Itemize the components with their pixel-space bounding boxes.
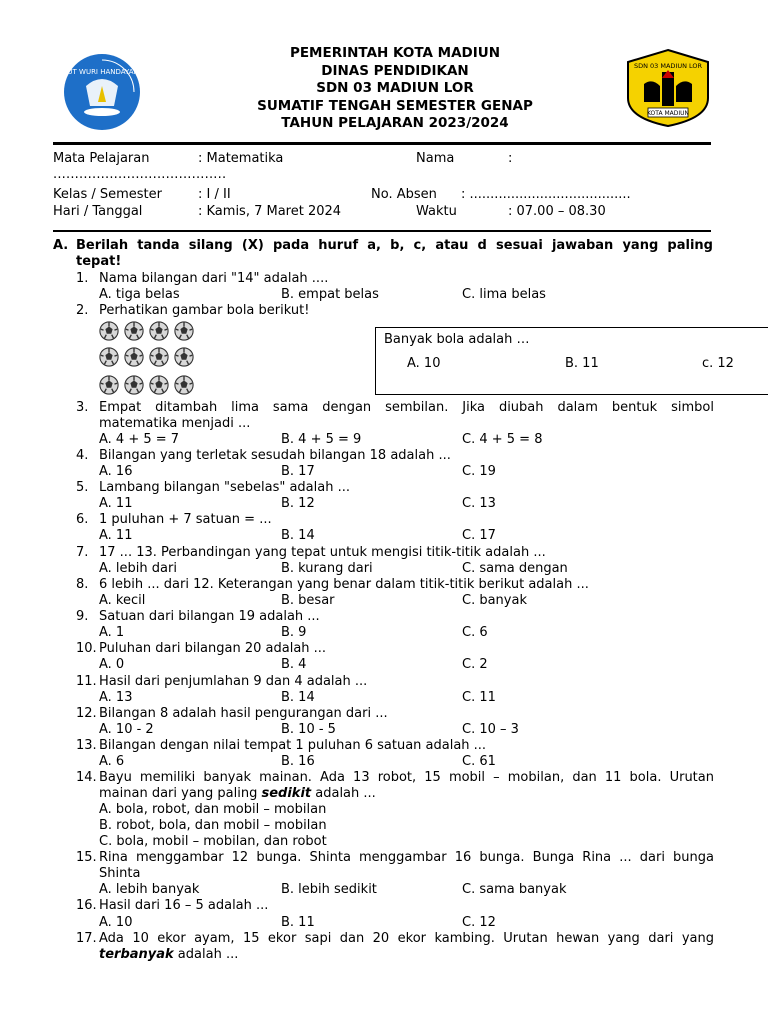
section-instruction: Berilah tanda silang (X) pada huruf a, b, c, atau d sesuai jawaban yang paling [76,238,713,253]
option-a[interactable]: A. lebih banyak [99,882,200,897]
question-number: 5. [76,480,89,495]
question-number: 1. [76,271,89,286]
soccer-ball-icon [149,321,169,341]
option-c[interactable]: C. 13 [462,496,496,511]
header-line-1: PEMERINTAH KOTA MADIUN [289,45,501,61]
question-text: Perhatikan gambar bola berikut! [99,303,310,318]
soccer-ball-icon [124,375,144,395]
school-logo [622,48,714,128]
soccer-ball-icon [174,375,194,395]
option-c[interactable]: C. 19 [462,464,496,479]
question-number: 11. [76,674,97,689]
soccer-ball-icon [149,375,169,395]
question-number: 4. [76,448,89,463]
soccer-ball-icon [124,321,144,341]
emphasis-word: sedikit [261,786,312,801]
question-text-cont: matematika menjadi ... [99,416,251,431]
question-text-cont [99,947,238,963]
option-b[interactable]: B. 17 [281,464,315,479]
hari-label: Hari / Tanggal [53,204,143,219]
option-b[interactable]: B. 4 [281,657,307,672]
option-c[interactable]: C. lima belas [462,287,546,302]
soccer-ball-icon [99,347,119,367]
question-number: 17. [76,931,97,946]
option-b[interactable]: B. empat belas [281,287,379,302]
ball-question: Banyak bola adalah … [384,332,530,347]
header-line-4: SUMATIF TENGAH SEMESTER GENAP [257,97,533,114]
text-part: adalah ... [173,947,239,962]
option-c[interactable]: C. 6 [462,625,488,640]
text-part: mainan dari yang paling [99,786,262,801]
option-a[interactable]: A. 4 + 5 = 7 [99,432,180,447]
option-c[interactable]: C. 2 [462,657,488,672]
option-b[interactable]: B. lebih sedikit [281,882,377,897]
section-letter: A. [53,238,69,253]
nama-label: Nama [416,151,455,166]
question-text: Ada 10 ekor ayam, 15 ekor sapi dan 20 ekor kambing. Urutan hewan yang dari yang [99,931,714,946]
option-b[interactable]: B. 11 [565,356,599,371]
option-b[interactable]: B. 14 [281,528,315,543]
option-c[interactable]: C. sama dengan [462,561,568,576]
option-a[interactable]: A. 11 [99,528,133,543]
question-text: Bilangan dengan nilai tempat 1 puluhan 6 satuan adalah ... [99,738,487,753]
question-text: Bayu memiliki banyak mainan. Ada 13 robot, 15 mobil – mobilan, dan 11 bola. Urutan [99,770,714,785]
question-text: 6 lebih ... dari 12. Keterangan yang benar dalam titik-titik berikut adalah ... [99,577,589,592]
option-b[interactable]: B. 11 [281,915,315,930]
soccer-ball-icon [149,347,169,367]
question-number: 14. [76,770,97,785]
question-text: Empat ditambah lima sama dengan sembilan. Jika diubah dalam bentuk simbol [99,400,714,415]
question-number: 3. [76,400,89,415]
option-a[interactable]: A. lebih dari [99,561,177,576]
question-text: Satuan dari bilangan 19 adalah ... [99,609,320,624]
option-b[interactable]: B. 10 - 5 [281,722,336,737]
soccer-ball-icon [99,321,119,341]
question-number: 2. [76,303,89,318]
option-a[interactable]: A. 6 [99,754,125,769]
question-text: Hasil dari penjumlahan 9 dan 4 adalah ... [99,674,368,689]
question-number: 9. [76,609,89,624]
soccer-ball-icon [99,375,119,395]
question-text: Puluhan dari bilangan 20 adalah ... [99,641,327,656]
option-c[interactable]: C. 10 – 3 [462,722,519,737]
kelas-value: : I / II [198,187,231,202]
option-a[interactable]: A. 0 [99,657,125,672]
option-c[interactable]: c. 12 [702,356,734,371]
question-text: Bilangan yang terletak sesudah bilangan 18 adalah ... [99,448,451,463]
info-rule [53,230,711,232]
option-c[interactable]: C. 12 [462,915,496,930]
option-c[interactable]: C. sama banyak [462,882,567,897]
option-a[interactable]: A. 1 [99,625,125,640]
header-rule [53,142,711,145]
option-b[interactable]: B. 12 [281,496,315,511]
option-b[interactable]: B. kurang dari [281,561,373,576]
question-number: 15. [76,850,97,865]
section-instruction-2: tepat! [76,254,122,269]
soccer-ball-icon [174,321,194,341]
header-line-5: TAHUN PELAJARAN 2023/2024 [281,115,509,131]
option-a[interactable]: A. 10 - 2 [99,722,154,737]
question-text: Lambang bilangan "sebelas" adalah ... [99,480,350,495]
option-a[interactable]: A. tiga belas [99,287,180,302]
question-number: 16. [76,898,97,913]
logo-text: TUT WURI HANDAYANI [63,68,141,76]
question-text-cont: Shinta [99,866,141,881]
option-b[interactable]: B. 9 [281,625,307,640]
mapel-value: : Matematika [198,151,284,166]
option-c[interactable]: C. 11 [462,690,496,705]
question-text: Nama bilangan dari "14" adalah .... [99,271,329,286]
nama-dots[interactable]: ........................................ [53,167,227,182]
text-part: adalah ... [311,786,376,801]
question-text: 1 puluhan + 7 satuan = ... [99,512,272,527]
option-b[interactable]: B. robot, bola, dan mobil – mobilan [99,818,327,833]
logo-bottom-text: KOTA MADIUN [646,110,690,117]
logo-top-text: SDN 03 MADIUN LOR [633,62,703,70]
waktu-label: Waktu [416,204,457,219]
question-text-cont [99,786,376,802]
option-c[interactable]: C. bola, mobil – mobilan, dan robot [99,834,327,849]
question-number: 13. [76,738,97,753]
option-b[interactable]: B. 4 + 5 = 9 [281,432,362,447]
emphasis-word: terbanyak [99,947,174,962]
question-number: 7. [76,545,89,560]
soccer-ball-icon [174,347,194,367]
option-a[interactable]: A. kecil [99,593,146,608]
mapel-label: Mata Pelajaran [53,151,150,166]
header-line-3: SDN 03 MADIUN LOR [316,80,474,96]
hari-value: : Kamis, 7 Maret 2024 [198,204,342,219]
option-a[interactable]: A. 11 [99,496,133,511]
document-header [200,45,590,133]
ball-question-box [375,327,768,395]
question-text: Rina menggambar 12 bunga. Shinta menggambar 16 bunga. Bunga Rina ... dari bunga [99,850,714,865]
option-c[interactable]: C. banyak [462,593,527,608]
option-b[interactable]: B. 14 [281,690,315,705]
header-line-2: DINAS PENDIDIKAN [321,62,469,79]
question-text: Bilangan 8 adalah hasil pengurangan dari ... [99,706,388,721]
question-number: 6. [76,512,89,527]
option-a[interactable]: A. 10 [99,915,133,930]
option-a[interactable]: A. 16 [99,464,133,479]
question-number: 10. [76,641,97,656]
question-number: 12. [76,706,97,721]
option-c[interactable]: C. 17 [462,528,496,543]
question-text: 17 ... 13. Perbandingan yang tepat untuk mengisi titik-titik adalah ... [99,545,546,560]
option-a[interactable]: A. 10 [407,356,441,371]
option-b[interactable]: B. besar [281,593,335,608]
option-c[interactable]: C. 61 [462,754,496,769]
soccer-ball-icon [124,347,144,367]
option-a[interactable]: A. 13 [99,690,133,705]
nama-value[interactable]: : [508,151,513,166]
waktu-value: : 07.00 – 08.30 [508,204,606,219]
question-text: Hasil dari 16 – 5 adalah ... [99,898,269,913]
question-number: 8. [76,577,89,592]
kelas-label: Kelas / Semester [53,187,162,202]
option-c[interactable]: C. 4 + 5 = 8 [462,432,543,447]
tut-wuri-handayani-logo [56,52,148,132]
option-b[interactable]: B. 16 [281,754,315,769]
absen-value[interactable]: : ....................................... [461,187,631,202]
option-a[interactable]: A. bola, robot, dan mobil – mobilan [99,802,327,817]
absen-label: No. Absen [371,187,437,202]
